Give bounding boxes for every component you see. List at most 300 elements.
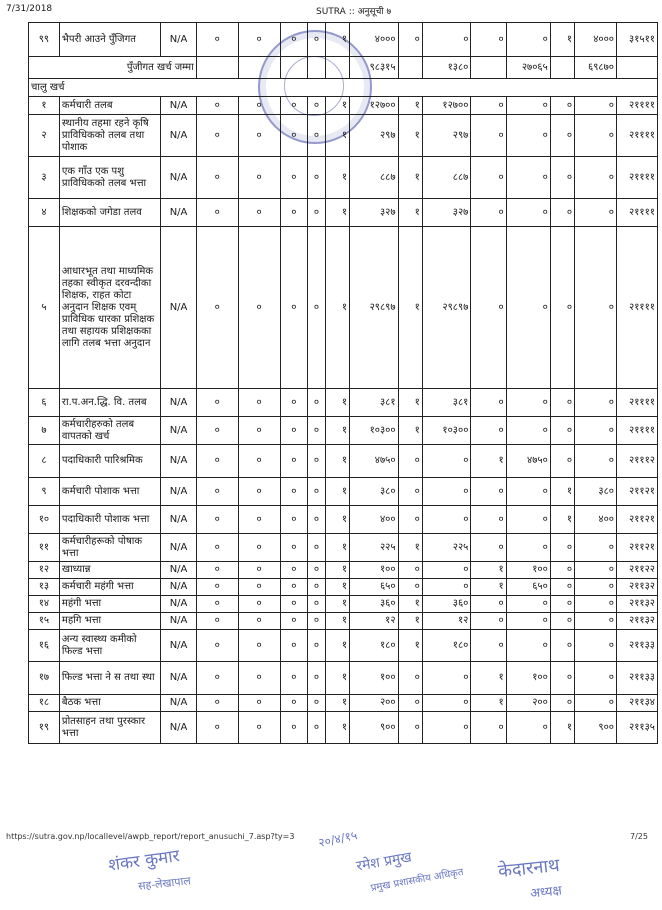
value-cell: ० [398, 23, 422, 57]
value-cell: १०३०० [422, 417, 471, 445]
value-cell: १२ [422, 613, 471, 630]
value-cell: ० [196, 199, 238, 227]
footer-url: https://sutra.gov.np/locallevel/awpb_report/report_anusuchi_7.asp?ty=3 [6, 832, 295, 841]
table-row [29, 23, 658, 57]
value-cell: ० [280, 157, 308, 199]
total-value: २७०६५ [506, 57, 550, 79]
code-cell: N/A [161, 115, 196, 157]
value-cell: ० [422, 695, 471, 712]
description-cell: बैठक भत्ता [59, 695, 161, 712]
value-cell: १ [550, 23, 574, 57]
value-cell: ० [575, 389, 617, 417]
value-cell: १२७०० [422, 97, 471, 115]
code-cell: N/A [161, 157, 196, 199]
value-cell: ० [575, 596, 617, 613]
value-cell: ० [238, 199, 280, 227]
value-cell: १८० [422, 630, 471, 662]
budget-head-cell: २११११ [617, 157, 658, 199]
description-cell: महगि भत्ता [59, 613, 161, 630]
table-row [29, 445, 658, 478]
value-cell: ० [308, 417, 326, 445]
value-cell: २२५ [422, 534, 471, 562]
value-cell: ० [196, 478, 238, 506]
value-cell: १ [398, 199, 422, 227]
value-cell: १ [325, 389, 349, 417]
value-cell: ० [308, 579, 326, 596]
value-cell: ० [238, 662, 280, 695]
value-cell: ० [575, 579, 617, 596]
value-cell: १ [398, 97, 422, 115]
value-cell: ० [575, 562, 617, 579]
value-cell: ० [550, 613, 574, 630]
value-cell: ० [575, 227, 617, 389]
value-cell: २२५ [350, 534, 399, 562]
value-cell: ० [238, 478, 280, 506]
value-cell: ० [506, 630, 550, 662]
budget-head-cell: २११३५ [617, 712, 658, 744]
value-cell: ० [280, 534, 308, 562]
value-cell: ० [550, 662, 574, 695]
value-cell: ० [506, 534, 550, 562]
value-cell: ० [398, 478, 422, 506]
value-cell: ० [280, 506, 308, 534]
value-cell: ४०० [350, 506, 399, 534]
section-heading: चालु खर्च [29, 79, 658, 97]
value-cell: ० [280, 562, 308, 579]
table-row [29, 199, 658, 227]
value-cell: ० [550, 227, 574, 389]
budget-head-cell: २११११ [617, 389, 658, 417]
value-cell: ० [398, 695, 422, 712]
code-cell: N/A [161, 506, 196, 534]
value-cell: ० [280, 97, 308, 115]
value-cell: ० [238, 630, 280, 662]
value-cell: ३२७ [350, 199, 399, 227]
serial-cell: ९९ [29, 23, 60, 57]
value-cell: ० [308, 227, 326, 389]
budget-head-cell: २११११ [617, 199, 658, 227]
value-cell: ० [280, 199, 308, 227]
value-cell: ० [308, 445, 326, 478]
value-cell: १ [398, 115, 422, 157]
signature-cao: रमेश प्रमुख [355, 849, 413, 875]
code-cell: N/A [161, 97, 196, 115]
value-cell: ० [280, 596, 308, 613]
value-cell: ० [196, 23, 238, 57]
value-cell: ० [506, 199, 550, 227]
value-cell: १ [325, 630, 349, 662]
serial-cell: १ [29, 97, 60, 115]
value-cell: ० [308, 478, 326, 506]
value-cell: ६५० [350, 579, 399, 596]
value-cell: ० [506, 596, 550, 613]
serial-cell: ५ [29, 227, 60, 389]
value-cell: ० [422, 445, 471, 478]
budget-head-cell: २११३४ [617, 695, 658, 712]
value-cell: ० [308, 630, 326, 662]
value-cell: ० [575, 199, 617, 227]
code-cell: N/A [161, 712, 196, 744]
value-cell: ० [422, 579, 471, 596]
value-cell: ० [280, 227, 308, 389]
value-cell: १ [325, 662, 349, 695]
table-row [29, 613, 658, 630]
value-cell: १२ [350, 613, 399, 630]
value-cell: १ [398, 596, 422, 613]
value-cell: २०० [506, 695, 550, 712]
description-cell: महंगी भत्ता [59, 596, 161, 613]
value-cell: २९८९७ [422, 227, 471, 389]
value-cell: १ [398, 630, 422, 662]
serial-cell: ११ [29, 534, 60, 562]
value-cell: १ [325, 417, 349, 445]
table-row [29, 662, 658, 695]
table-row [29, 562, 658, 579]
value-cell: ० [280, 417, 308, 445]
value-cell: ० [308, 389, 326, 417]
value-cell: ० [506, 389, 550, 417]
value-cell: ३६० [350, 596, 399, 613]
value-cell: ० [196, 534, 238, 562]
value-cell: १ [325, 695, 349, 712]
value-cell: ० [471, 596, 506, 613]
value-cell: ० [550, 596, 574, 613]
code-cell: N/A [161, 389, 196, 417]
total-value: ९८३१५ [350, 57, 399, 79]
budget-head-cell: २१११२ [617, 445, 658, 478]
value-cell: ० [575, 417, 617, 445]
value-cell: ० [238, 115, 280, 157]
value-cell: ० [422, 23, 471, 57]
value-cell: ० [471, 227, 506, 389]
value-cell: ० [280, 630, 308, 662]
value-cell: ० [238, 562, 280, 579]
value-cell: १ [325, 157, 349, 199]
value-cell: ० [196, 596, 238, 613]
value-cell: ० [506, 227, 550, 389]
signature-accountant-title: सह-लेखापाल [137, 874, 192, 893]
value-cell: ० [280, 712, 308, 744]
value-cell: १ [325, 534, 349, 562]
value-cell: २९७ [422, 115, 471, 157]
value-cell: ० [471, 630, 506, 662]
serial-cell: ६ [29, 389, 60, 417]
value-cell: ३८० [575, 478, 617, 506]
value-cell: ० [506, 97, 550, 115]
value-cell: ० [238, 227, 280, 389]
value-cell: ० [238, 157, 280, 199]
total-value: १३८० [422, 57, 471, 79]
table-row [29, 157, 658, 199]
value-cell: ० [575, 445, 617, 478]
serial-cell: १६ [29, 630, 60, 662]
code-cell: N/A [161, 630, 196, 662]
value-cell: ० [575, 662, 617, 695]
value-cell: ० [238, 712, 280, 744]
value-cell: ० [308, 506, 326, 534]
value-cell: ० [196, 695, 238, 712]
value-cell: १०० [506, 562, 550, 579]
section-row [29, 79, 658, 97]
value-cell: ० [280, 23, 308, 57]
serial-cell: २ [29, 115, 60, 157]
value-cell: १ [398, 389, 422, 417]
value-cell: ० [238, 417, 280, 445]
description-cell: कर्मचारी महंगी भत्ता [59, 579, 161, 596]
value-cell: २०० [350, 695, 399, 712]
description-cell: प्रोतसाहन तथा पुरस्कार भत्ता [59, 712, 161, 744]
value-cell: ० [238, 596, 280, 613]
table-row [29, 389, 658, 417]
budget-head-cell: २११३३ [617, 630, 658, 662]
value-cell: ४००० [350, 23, 399, 57]
value-cell: १ [550, 712, 574, 744]
description-cell: कर्मचारी पोशाक भत्ता [59, 478, 161, 506]
value-cell: ० [196, 417, 238, 445]
value-cell: ० [422, 662, 471, 695]
value-cell: ० [575, 534, 617, 562]
serial-cell: ९ [29, 478, 60, 506]
budget-head-cell: २११११ [617, 97, 658, 115]
budget-head-cell: ३१५११ [617, 23, 658, 57]
value-cell: ० [471, 157, 506, 199]
value-cell: ३२७ [422, 199, 471, 227]
value-cell: ० [506, 23, 550, 57]
budget-head-cell: २११२१ [617, 478, 658, 506]
value-cell: २९७ [350, 115, 399, 157]
serial-cell: ३ [29, 157, 60, 199]
value-cell: ९०० [575, 712, 617, 744]
value-cell: १ [550, 478, 574, 506]
serial-cell: १९ [29, 712, 60, 744]
budget-head-cell: २११३२ [617, 579, 658, 596]
value-cell: ० [550, 417, 574, 445]
page-title: SUTRA :: अनुसूची ७ [316, 7, 392, 17]
value-cell: ० [550, 579, 574, 596]
value-cell: १८० [350, 630, 399, 662]
value-cell: १०३०० [350, 417, 399, 445]
description-cell: रा.प.अन.द्धि. वि. तलब [59, 389, 161, 417]
value-cell: ० [280, 115, 308, 157]
value-cell: ० [196, 506, 238, 534]
code-cell: N/A [161, 417, 196, 445]
value-cell: ६५० [506, 579, 550, 596]
value-cell: १ [325, 445, 349, 478]
code-cell: N/A [161, 534, 196, 562]
value-cell: ० [196, 613, 238, 630]
value-cell: ० [196, 389, 238, 417]
value-cell: ० [550, 157, 574, 199]
value-cell: ० [506, 115, 550, 157]
value-cell: ० [550, 695, 574, 712]
table-row [29, 227, 658, 389]
value-cell: ८८७ [422, 157, 471, 199]
value-cell: १ [398, 417, 422, 445]
serial-cell: १२ [29, 562, 60, 579]
value-cell: १ [325, 478, 349, 506]
value-cell: १ [325, 712, 349, 744]
table-row [29, 712, 658, 744]
value-cell: ० [506, 613, 550, 630]
value-cell: १ [325, 23, 349, 57]
value-cell: ४०० [575, 506, 617, 534]
budget-head-cell: २११११ [617, 115, 658, 157]
table-row [29, 534, 658, 562]
budget-head-cell: २११२१ [617, 534, 658, 562]
value-cell: ० [238, 389, 280, 417]
value-cell: ० [471, 712, 506, 744]
value-cell: ० [575, 157, 617, 199]
value-cell: ० [471, 506, 506, 534]
value-cell: ४७५० [506, 445, 550, 478]
value-cell: १ [471, 562, 506, 579]
value-cell: ० [471, 23, 506, 57]
description-cell: कर्मचारीहरुको तलब वापतको खर्च [59, 417, 161, 445]
value-cell: ० [575, 115, 617, 157]
table-row [29, 596, 658, 613]
code-cell: N/A [161, 23, 196, 57]
value-cell: ० [196, 562, 238, 579]
budget-table [28, 22, 658, 744]
value-cell: ० [506, 478, 550, 506]
value-cell: १ [550, 506, 574, 534]
value-cell: १ [325, 199, 349, 227]
description-cell: कर्मचारीहरूको पोषाक भत्ता [59, 534, 161, 562]
code-cell: N/A [161, 695, 196, 712]
value-cell: ० [308, 157, 326, 199]
value-cell: ० [280, 662, 308, 695]
value-cell: ० [398, 562, 422, 579]
table-row [29, 630, 658, 662]
value-cell: ० [471, 613, 506, 630]
value-cell: ० [550, 534, 574, 562]
code-cell: N/A [161, 445, 196, 478]
value-cell: ० [196, 445, 238, 478]
table-row [29, 579, 658, 596]
value-cell: ० [196, 630, 238, 662]
value-cell: १ [325, 97, 349, 115]
value-cell: ० [308, 199, 326, 227]
value-cell: १ [325, 506, 349, 534]
value-cell: १ [325, 227, 349, 389]
value-cell: ० [506, 712, 550, 744]
description-cell: पदाधिकारी पोशाक भत्ता [59, 506, 161, 534]
budget-head-cell: २११२१ [617, 506, 658, 534]
serial-cell: १० [29, 506, 60, 534]
serial-cell: १५ [29, 613, 60, 630]
value-cell: ० [550, 389, 574, 417]
value-cell: ० [422, 478, 471, 506]
value-cell: ० [308, 695, 326, 712]
signature-accountant: शंकर कुमार [107, 846, 181, 876]
value-cell: ० [238, 23, 280, 57]
value-cell: ० [308, 23, 326, 57]
value-cell: १ [325, 115, 349, 157]
value-cell: ० [238, 695, 280, 712]
signature-chair-title: अध्यक्ष [529, 883, 563, 902]
value-cell: ० [550, 562, 574, 579]
code-cell: N/A [161, 199, 196, 227]
value-cell: ० [280, 579, 308, 596]
description-cell: खाध्यान्न [59, 562, 161, 579]
value-cell: ० [471, 199, 506, 227]
value-cell: ३६० [422, 596, 471, 613]
value-cell: ० [471, 478, 506, 506]
serial-cell: ८ [29, 445, 60, 478]
value-cell: ० [471, 97, 506, 115]
budget-table-body [29, 23, 658, 744]
value-cell: १०० [350, 562, 399, 579]
code-cell: N/A [161, 613, 196, 630]
description-cell: भैपरी आउने पुँजिगत [59, 23, 161, 57]
value-cell: ० [398, 662, 422, 695]
budget-head-cell: २११३२ [617, 613, 658, 630]
value-cell: ९०० [350, 712, 399, 744]
serial-cell: १७ [29, 662, 60, 695]
value-cell: ३८१ [422, 389, 471, 417]
description-cell: अन्य स्वास्थ्य कमीको फिल्ड भत्ता [59, 630, 161, 662]
value-cell: १ [471, 579, 506, 596]
table-row [29, 97, 658, 115]
value-cell: ० [471, 115, 506, 157]
value-cell: ० [280, 389, 308, 417]
value-cell: १०० [350, 662, 399, 695]
value-cell: ० [575, 630, 617, 662]
budget-head-cell: २११३३ [617, 662, 658, 695]
value-cell: ० [196, 157, 238, 199]
value-cell: ० [398, 712, 422, 744]
value-cell: १ [398, 613, 422, 630]
serial-cell: ७ [29, 417, 60, 445]
value-cell: ० [575, 613, 617, 630]
value-cell: १ [471, 445, 506, 478]
value-cell: ० [506, 506, 550, 534]
code-cell: N/A [161, 227, 196, 389]
table-row [29, 478, 658, 506]
capital-total-label: पुँजीगत खर्च जम्मा [29, 57, 197, 79]
value-cell: ० [196, 712, 238, 744]
table-row [29, 417, 658, 445]
description-cell: आधारभूत तथा माध्यमिक तहका स्वीकृत दरवन्दीका शिक्षक, राहत कोटा अनुदान शिक्षक एवम् प्राविधिक धारका प्रशिक्षक तथा सहायक प्रशिक्षकका लागि तलब भत्ता अनुदान [59, 227, 161, 389]
value-cell: १ [325, 596, 349, 613]
value-cell: ० [422, 562, 471, 579]
value-cell: ० [471, 389, 506, 417]
description-cell: पदाधिकारी पारिश्रमिक [59, 445, 161, 478]
value-cell: ० [422, 712, 471, 744]
value-cell: ० [471, 417, 506, 445]
value-cell: १०० [506, 662, 550, 695]
value-cell: ४००० [575, 23, 617, 57]
value-cell: ० [550, 445, 574, 478]
value-cell: ० [308, 596, 326, 613]
description-cell: स्थानीय तहमा रहने कृषि प्राविधिकको तलब तथा पोशाक [59, 115, 161, 157]
value-cell: ० [550, 97, 574, 115]
value-cell: १ [325, 613, 349, 630]
serial-cell: १४ [29, 596, 60, 613]
print-date: 7/31/2018 [6, 4, 53, 14]
value-cell: ० [308, 115, 326, 157]
value-cell: ० [422, 506, 471, 534]
table-row [29, 115, 658, 157]
value-cell: ० [550, 199, 574, 227]
value-cell: १ [325, 579, 349, 596]
value-cell: ३८१ [350, 389, 399, 417]
signature-chair: केदारनाथ [497, 854, 561, 883]
value-cell: १ [471, 695, 506, 712]
value-cell: १ [398, 157, 422, 199]
budget-head-cell: २११११ [617, 227, 658, 389]
value-cell: ० [308, 662, 326, 695]
